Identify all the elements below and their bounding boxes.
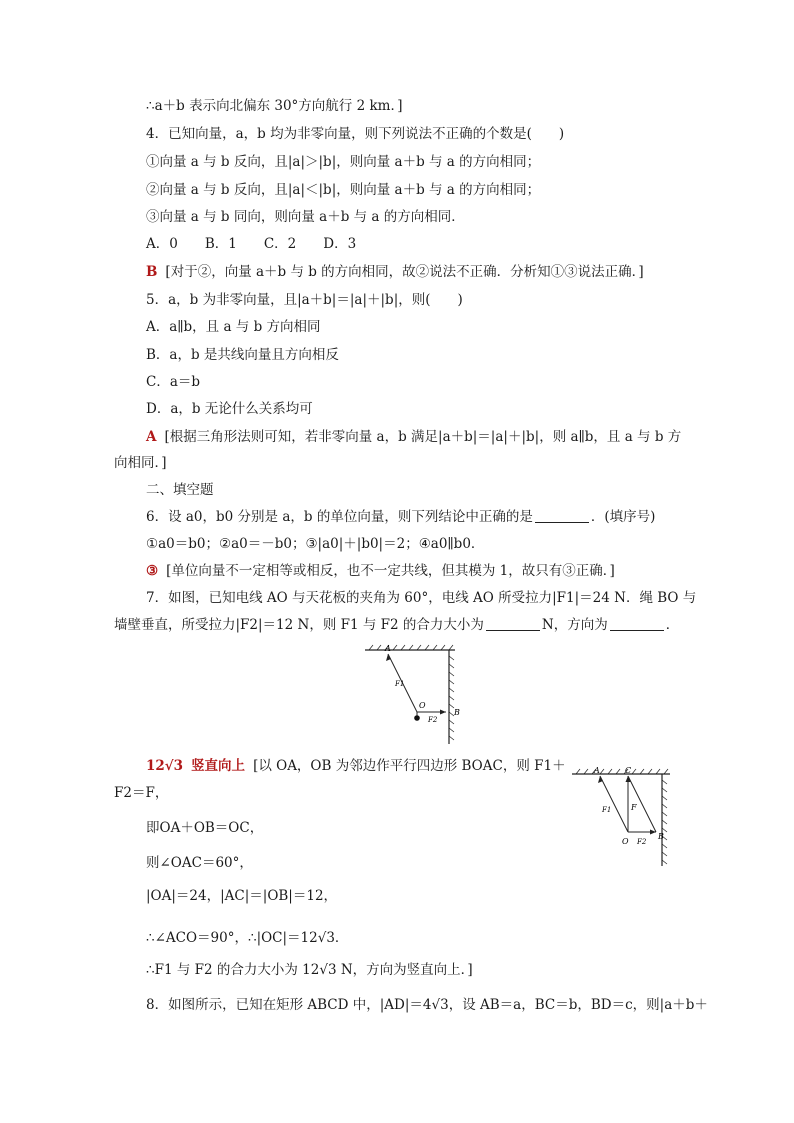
question-7-solution-line2: F2＝F， <box>114 785 169 801</box>
label-c: C <box>625 766 632 775</box>
question-6-stem: 6．设 a0，b0 分别是 a，b 的单位向量，则下列结论中正确的是 ．(填序号) <box>146 509 656 525</box>
question-5-option-a: A．a∥b，且 a 与 b 方向相同 <box>146 319 321 335</box>
question-6-options: ①a0＝b0；②a0＝－b0；③|a0|＋|b0|＝2；④a0∥b0． <box>146 536 485 552</box>
question-7-stem: 7．如图，已知电线 AO 与天花板的夹角为 60°，电线 AO 所受拉力|F1|＝24 N．绳 BO 与 <box>146 590 697 606</box>
question-4-statement-3: ③向量 a 与 b 同向，则向量 a＋b 与 a 的方向相同． <box>146 209 465 225</box>
label-b: B <box>454 708 460 717</box>
question-6-solution: ③ [单位向量不一定相等或相反，也不一定共线，但其模为 1，故只有③正确．] <box>146 563 615 579</box>
label-o: O <box>622 837 629 846</box>
label-f2: F2 <box>428 716 438 724</box>
figure-forces-diagram <box>355 642 475 750</box>
question-5-option-c: C．a＝b <box>146 374 201 390</box>
label-f: F <box>631 803 637 812</box>
label-f1: F1 <box>602 806 612 814</box>
question-4-statement-1: ①向量 a 与 b 反向，且|a|＞|b|，则向量 a＋b 与 a 的方向相同； <box>146 154 541 170</box>
question-4-solution: B [对于②，向量 a＋b 与 b 的方向相同，故②说法不正确．分析知①③说法正确．] <box>146 264 644 280</box>
ceiling-hatch <box>576 769 668 774</box>
question-7-stem-cont: 墙壁垂直，所受拉力|F2|＝12 N，则 F1 与 F2 的合力大小为 N，方向为 ． <box>114 617 680 633</box>
question-5-stem: 5．a，b 为非零向量，且|a＋b|＝|a|＋|b|，则( ) <box>146 292 463 308</box>
answer-blank <box>486 616 540 631</box>
label-a: A <box>594 766 600 775</box>
question-5-solution-cont: 向相同．] <box>114 455 167 471</box>
question-4-options: A．0 B．1 C．2 D．3 <box>146 236 357 252</box>
label-f2: F2 <box>637 838 647 846</box>
question-5-solution: A [根据三角形法则可知，若非零向量 a，b 满足|a＋b|＝|a|＋|b|，则 a∥b，且 a 与 b 方 <box>146 429 682 445</box>
question-7-solution-line6: ∴∠ACO＝90°，∴|OC|＝12√3． <box>146 930 349 946</box>
label-b: B <box>658 832 664 841</box>
vector-oa <box>600 776 628 832</box>
question-7-solution-line3: 即OA＋OB＝OC， <box>146 820 264 836</box>
answer-value: 12√3 <box>146 758 184 774</box>
question-7-solution-line7: ∴F1 与 F2 的合力大小为 12√3 N，方向为竖直向上．] <box>146 962 473 978</box>
force-f2-arrowhead <box>440 710 446 715</box>
question-7-solution-line5: |OA|＝24，|AC|＝|OB|＝12， <box>146 888 338 904</box>
therefore-symbol: ∴ <box>146 98 155 114</box>
question-4-statement-2: ②向量 a 与 b 反向，且|a|＜|b|，则向量 a＋b 与 a 的方向相同； <box>146 182 541 198</box>
label-o: O <box>419 701 426 710</box>
ceiling-hatch <box>369 645 453 650</box>
question-8-stem: 8．如图所示，已知在矩形 ABCD 中，|AD|＝4√3，设 AB＝a，BC＝b，BD＝c，则|a＋b＋ <box>146 997 708 1013</box>
answer-mark: ③ <box>146 563 159 579</box>
section-heading-fill-blank: 二、填空题 <box>146 482 214 498</box>
answer-blank <box>610 616 664 631</box>
question-7-solution: 12√3 竖直向上 [以 OA，OB 为邻边作平行四边形 BOAC，则 F1＋ <box>146 758 566 774</box>
answer-blank <box>535 508 589 523</box>
figure-parallelogram-diagram <box>570 762 682 870</box>
question-5-option-d: D．a，b 无论什么关系均可 <box>146 401 313 417</box>
question-4-stem: 4．已知向量，a，b 均为非零向量，则下列说法不正确的个数是( ) <box>146 126 565 142</box>
wall-hatch <box>662 780 667 864</box>
label-f1: F1 <box>395 680 405 688</box>
answer-letter: A <box>146 429 157 445</box>
hanging-weight <box>414 715 420 721</box>
label-a: A <box>385 644 391 653</box>
prev-answer-line: ∴a＋b 表示向北偏东 30°方向航行 2 km．] <box>146 98 403 114</box>
question-7-solution-line4: 则∠OAC＝60°， <box>146 855 253 871</box>
answer-letter: B <box>146 264 158 280</box>
answer-direction: 竖直向上 <box>191 758 246 774</box>
question-5-option-b: B．a，b 是共线向量且方向相反 <box>146 347 339 363</box>
wall-hatch <box>449 656 454 740</box>
